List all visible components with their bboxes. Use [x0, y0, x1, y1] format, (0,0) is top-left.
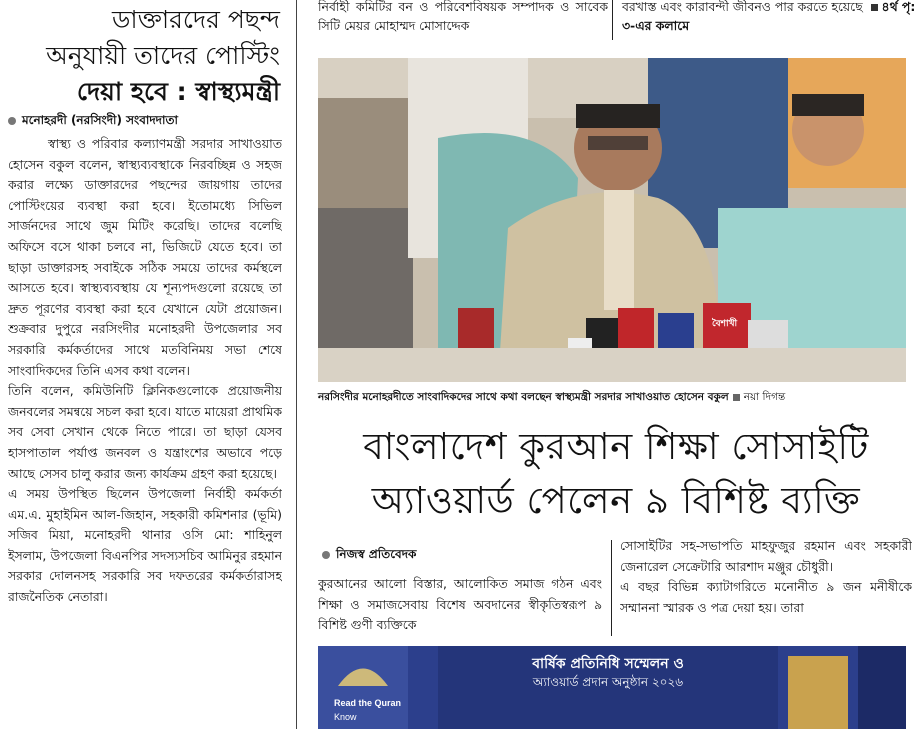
caption-marker-icon [733, 394, 740, 401]
story2-col1: কুরআনের আলো বিস্তার, আলোকিত সমাজ গঠন এবং শিক্ষা ও সমাজসেবায় বিশেষ অবদানের স্বীকৃতিস্বরূপ ৯ বিশিষ্ট গুণী ব্যক্তিকে [318, 576, 602, 633]
top-mid-text: নির্বাহী কমিটির বন ও পরিবেশবিষয়ক সম্পাদক ও সাবেক সিটি মেয়র মোহাম্মদ মোসাদ্দেক [318, 0, 608, 33]
left-headline [6, 2, 280, 110]
left-body: স্বাস্থ্য ও পরিবার কল্যাণমন্ত্রী সরদার সাখাওয়াত হোসেন বকুল বলেন, স্বাস্থ্যব্যবস্থাকে নিরবচ্ছিন্ন ও সহজ করার লক্ষ্যে ডাক্তারদের পছন্দের জায়গায় তাদের পোস্টিংয়ের ব্যবস্থা করা হবে। ইতোমধ্যে সিভিল সার্জনদের সাথে জুম মিটিং করেছি। তাদের বলেছি অফিসে বসে থাকা চলবে না, ভিজিটে যেতে হবে। তা ছাড়া ডাক্তারসহ সবাইকে সঠিক সময়ে তাদের কর্মস্থলে আসতে হবে। স্বাস্থ্যব্যবস্থায় যে শূন্যপদগুলো রয়েছে তা দ্রুত পূরণের ব্যবস্থা করা হবে যেখানে যেটা প্রয়োজন। শুক্রবার দুপুরে নরসিংদীর মনোহরদী উপজেলার সব সরকারি কর্মকর্তাদের সাথে মতবিনিময় সভা শেষে সাংবাদিকদের তিনি এসব কথা বলেন। তিনি বলেন, কমিউনিটি ক্লিনিকগুলোকে প্রয়োজনীয় জনবলের সমন্বয়ে সচল করা হবে। যাতে মায়েরা প্রাথমিক সব সেবা সেখান থেকে নিতে পারে। তা ছাড়া যেসব হাসপাতাল পর্যাপ্ত জনবল ও যন্ত্রাংশের অভাবে পড়ে আছে সেসব চালু করার জন্য কার্যক্রম গ্রহণ করা হয়েছে। এ সময় উপস্থিত ছিলেন উপজেলা নির্বাহী কর্মকর্তা এম.এ. মুহাইমিন আল-জিহান, সহকারী কমিশনার (ভূমি) সজিব মিয়া, মনোহরদী থানার ওসি মো: শাহিনুল ইসলাম, উপজেলা বিএনপির সদস্যসচিব আমিনুর রহমান সরকার দোলনসহ সরকারি সব দফতরের কর্মকর্তারাসহ রাজনৈতিক নেতারা। [8, 136, 282, 605]
left-headline-line-1: ডাক্তারদের পছন্দ [112, 5, 280, 34]
bullet-icon [8, 117, 16, 125]
banner-read-text-2: Know [334, 712, 357, 722]
story2-byline-text: নিজস্ব প্রতিবেদক [336, 547, 417, 561]
top-right-jump: ৪র্থ পৃ: ৩-এর কলামে [622, 0, 916, 33]
photo-illustration [318, 58, 906, 382]
story2-col2: সোসাইটির সহ-সভাপতি মাহফুজুর রহমান এবং সহকারী জেনারেল সেক্রেটারি আরশাদ মঞ্জুর চৌধুরী। এ বছর বিভিন্ন ক্যাটাগরিতে মনোনীত ৯ জন মনীষীকে সম্মাননা স্মারক ও পত্র দেয়া হয়। তারা [620, 538, 912, 615]
left-byline-text: মনোহরদী (নরসিংদী) সংবাদদাতা [22, 113, 178, 127]
photo-caption-text: নরসিংদীর মনোহরদীতে সাংবাদিকদের সাথে কথা বলছেন স্বাস্থ্যমন্ত্রী সরদার সাখাওয়াত হোসেন বকুল [318, 391, 729, 403]
photo-caption [318, 390, 918, 407]
left-headline-line-2: অনুযায়ী তাদের পোস্টিং [46, 41, 280, 70]
jump-marker-icon [871, 4, 878, 11]
story2-byline [322, 546, 602, 566]
minister-photo [318, 58, 906, 382]
top-right-body: বরখাস্ত এবং কারাবন্দী জীবনও পার করতে হয়েছে [622, 0, 863, 14]
story2-headline [318, 420, 914, 528]
column-divider-story2 [611, 540, 612, 636]
column-divider-top [612, 0, 613, 40]
story2-headline-line-2: অ্যাওয়ার্ড পেলেন ৯ বিশিষ্ট ব্যক্তি [371, 479, 861, 522]
award-event-photo [318, 646, 906, 729]
left-byline [8, 112, 284, 132]
mic-label: বৈশাখী [712, 319, 738, 329]
left-headline-line-3: দেয়া হবে : স্বাস্থ্যমন্ত্রী [76, 77, 280, 106]
column-divider-left [296, 0, 297, 729]
banner-read-text: Read the Quran [334, 698, 402, 708]
top-right-text [622, 0, 922, 35]
banner-title: বার্ষিক প্রতিনিধি সম্মেলন ও [532, 656, 684, 672]
photo-credit: নয়া দিগন্ত [743, 391, 786, 403]
banner-subtitle: অ্যাওয়ার্ড প্রদান অনুষ্ঠান ২০২৬ [532, 675, 684, 689]
story2-headline-line-1: বাংলাদেশ কুরআন শিক্ষা সোসাইটি [363, 425, 869, 468]
bullet-icon [322, 551, 330, 559]
